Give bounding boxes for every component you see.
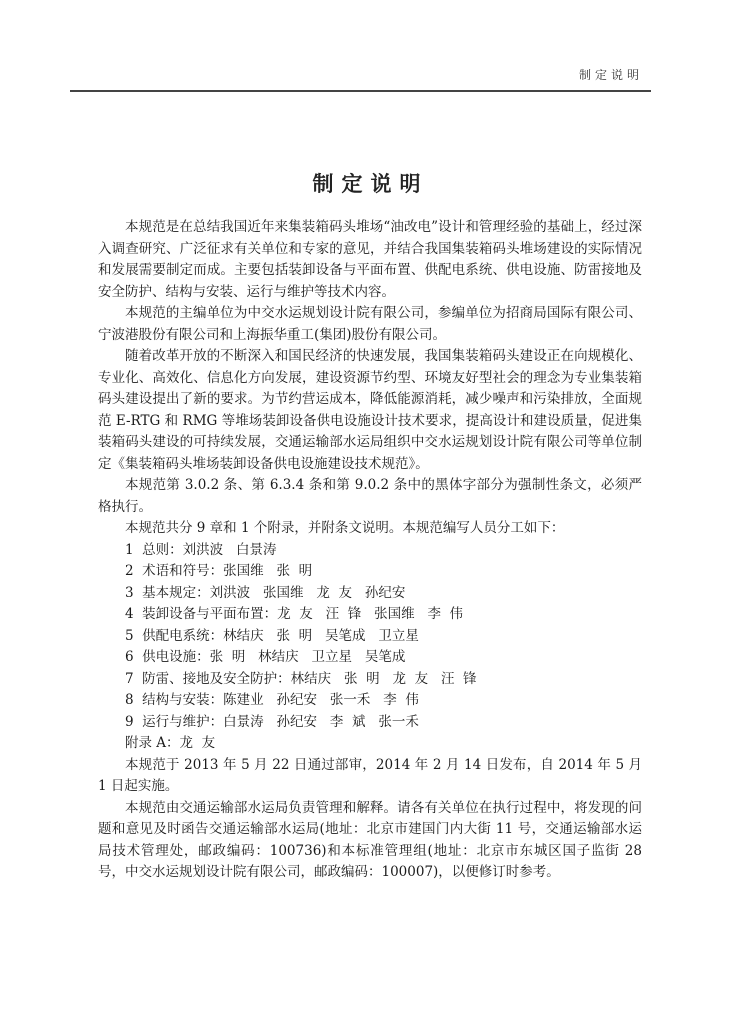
list-item: 1 总则：刘洪波 白景涛 xyxy=(125,541,277,558)
author-assignment-list xyxy=(98,540,642,734)
appendix-line: 附录 A：龙 友 xyxy=(125,735,216,751)
list-item: 2 术语和符号：张国维 张 明 xyxy=(125,563,313,579)
page-title: 制定说明 xyxy=(312,171,429,196)
paragraph-dates: 本规范于 2013 年 5 月 22 日通过部审，2014 年 2 月 14 日发布，自 2014 年 5 月 1 日起实施。 xyxy=(98,756,642,794)
paragraph-background: 随着改革开放的不断深入和国民经济的快速发展，我国集装箱码头建设正在向规模化、专业化、高效化、信息化方向发展，建设资源节约型、环境友好型社会的理念为专业集装箱码头建设提出了新的要求。为节约营运成本，降低能源消耗，减少噪声和污染排放，全面规范 E-RTG 和 RMG 等堆场装卸设备供电设施设计技术要求，提高设计和建设质量，促进集装箱码头建设的可持续发展，交通运输部水运局组织中交水运规划设计院有限公司等单位制定《集装箱码头堆场装卸设备供电设施建设技术规范》。 xyxy=(98,348,642,472)
list-item: 6 供电设施：张 明 林结庆 卫立星 吴笔成 xyxy=(125,649,406,665)
header-rule xyxy=(70,90,651,92)
paragraph-summary: 本规范是在总结我国近年来集装箱码头堆场“油改电”设计和管理经验的基础上，经过深入调查研究、广泛征求有关单位和专家的意见，并结合我国集装箱码头堆场建设的实际情况和发展需要制定而成。主要包括装卸设备与平面布置、供配电系统、供电设施、防雷接地及安全防护、结构与安装、运行与维护等技术内容。 xyxy=(98,219,642,300)
paragraph-structure: 本规范共分 9 章和 1 个附录，并附条文说明。本规范编写人员分工如下： xyxy=(125,520,565,536)
paragraph-mandatory: 本规范第 3.0.2 条、第 6.3.4 条和第 9.0.2 条中的黑体字部分为强制性条文，必须严格执行。 xyxy=(98,477,642,515)
list-item: 9 运行与维护：白景涛 孙纪安 李 斌 张一禾 xyxy=(125,713,419,730)
running-header: 制定说明 xyxy=(578,68,643,82)
body-text xyxy=(98,217,642,884)
list-item: 3 基本规定：刘洪波 张国维 龙 友 孙纪安 xyxy=(125,584,406,601)
paragraph-editors: 本规范的主编单位为中交水运规划设计院有限公司，参编单位为招商局国际有限公司、宁波港股份有限公司和上海振华重工(集团)股份有限公司。 xyxy=(98,305,642,343)
list-item: 8 结构与安装：陈建业 孙纪安 张一禾 李 伟 xyxy=(125,692,419,708)
paragraph-contact: 本规范由交通运输部水运局负责管理和解释。请各有关单位在执行过程中，将发现的问题和意见及时函告交通运输部水运局(地址：北京市建国门内大街 11 号，交通运输部水运局技术管理处，邮政编码：100736)和本标准管理组(地址：北京市东城区国子监街 28 号，中交水运规划设计院有限公司，邮政编码：100007)，以便修订时参考。 xyxy=(98,799,642,880)
list-item: 7 防雷、接地及安全防护：林结庆 张 明 龙 友 汪 锋 xyxy=(125,670,477,687)
list-item: 5 供配电系统：林结庆 张 明 吴笔成 卫立星 xyxy=(125,627,419,644)
list-item: 4 装卸设备与平面布置：龙 友 汪 锋 张国维 李 伟 xyxy=(125,606,464,622)
